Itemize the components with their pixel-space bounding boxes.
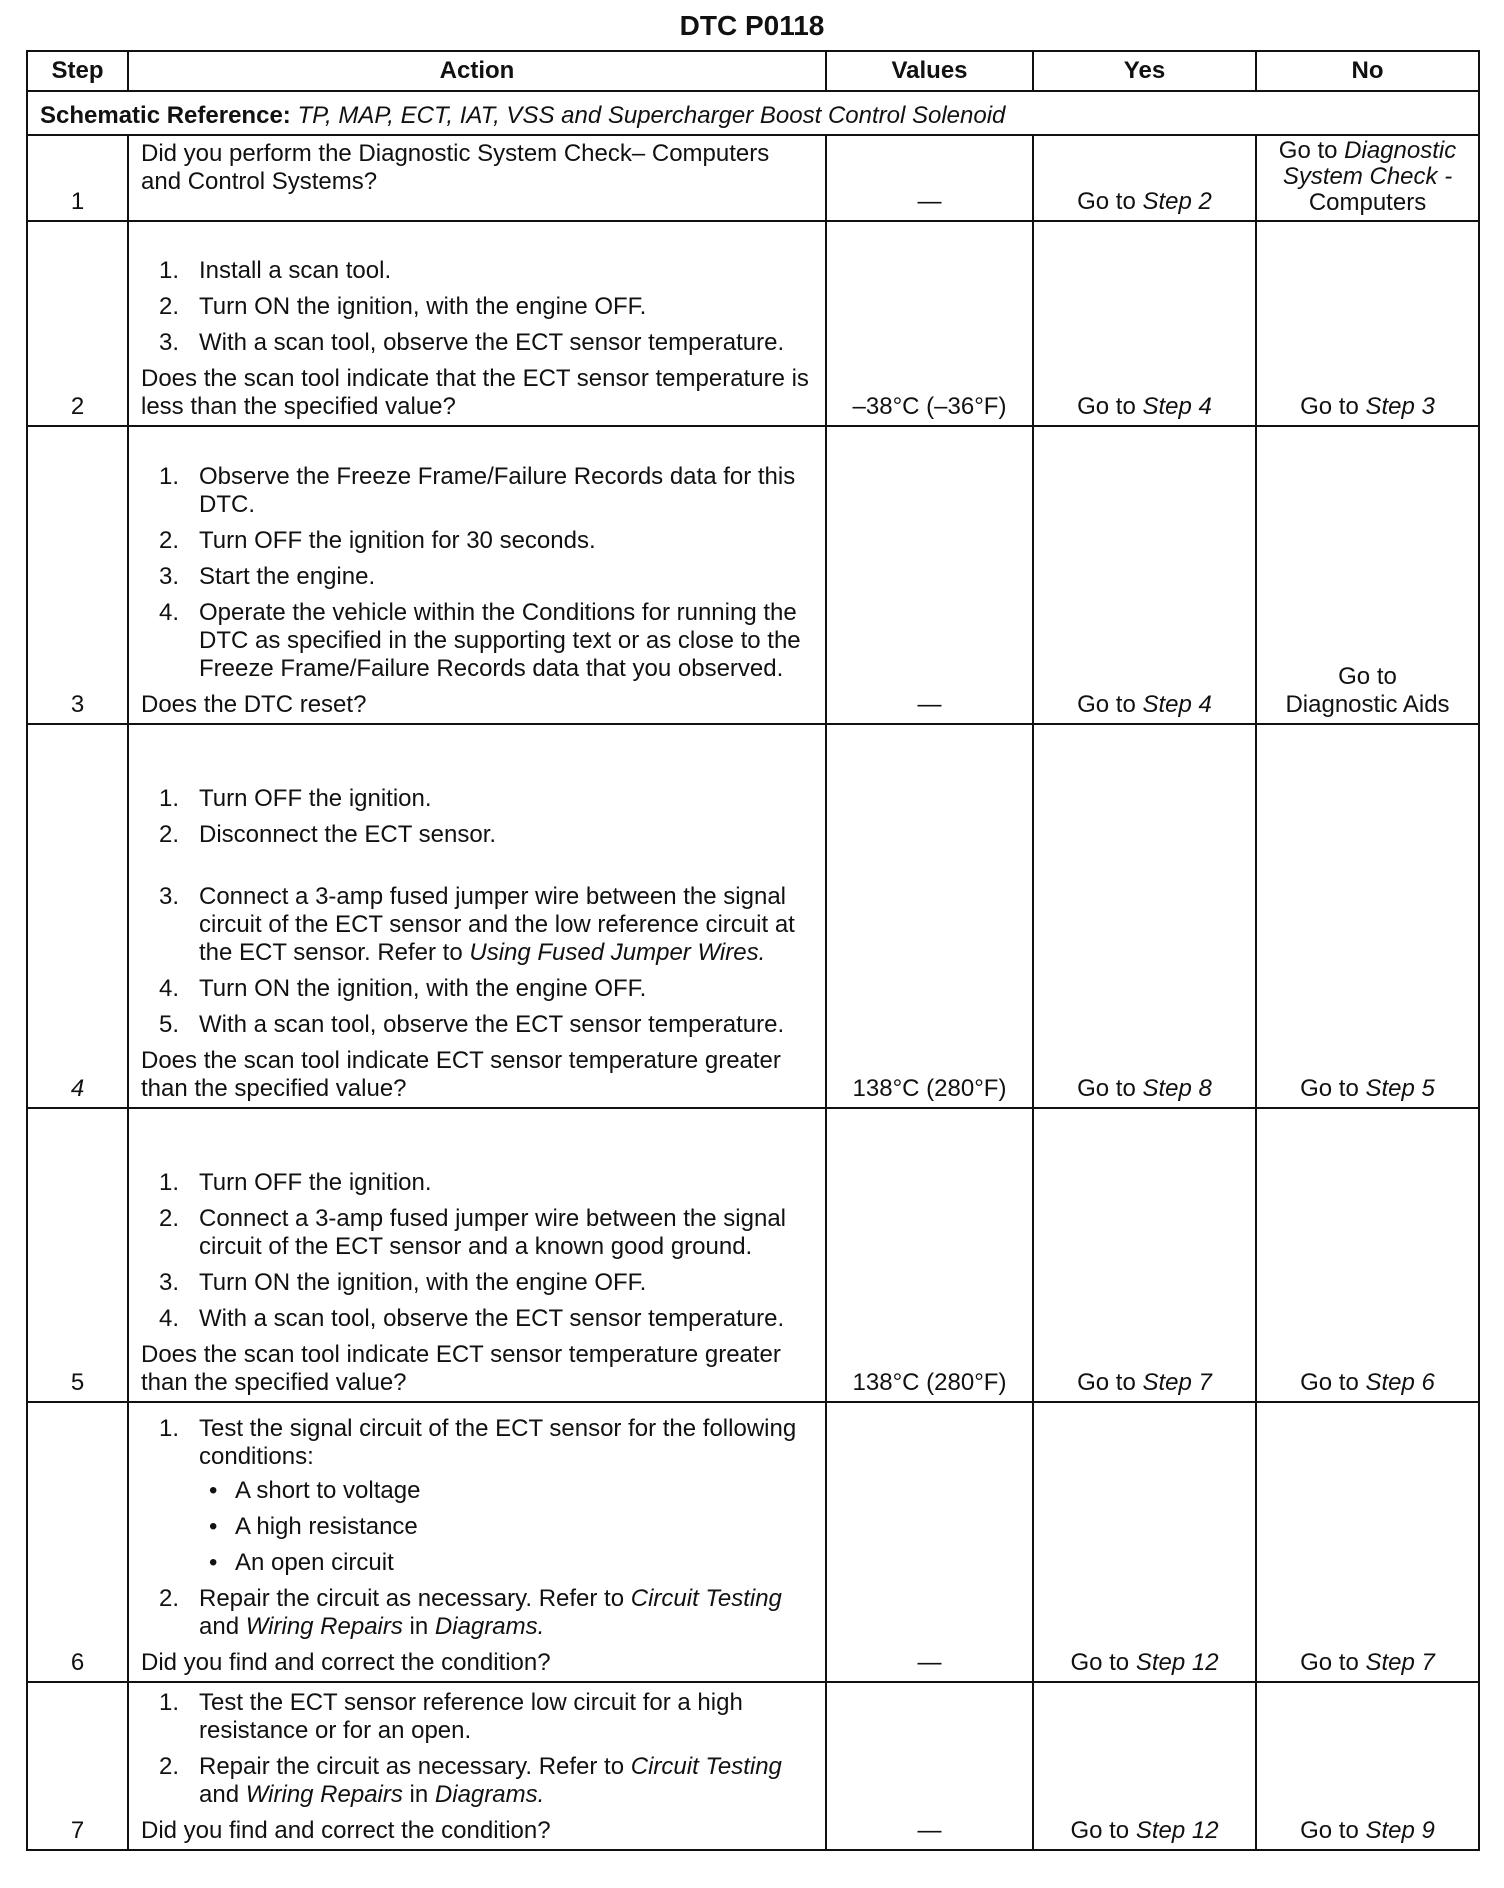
action-question: Does the DTC reset? (141, 691, 367, 718)
condition-list (199, 1477, 813, 1577)
step-text: Disconnect the ECT sensor. (199, 821, 497, 848)
yes-ref: Step 12 (1135, 1817, 1219, 1844)
no-ref: Step 9 (1365, 1817, 1435, 1844)
no-ref: Step 3 (1365, 393, 1435, 420)
step-ref: Circuit Testing (630, 1753, 782, 1780)
action-cell (128, 135, 826, 221)
header-row (27, 51, 1479, 91)
no-cell (1256, 1682, 1479, 1850)
step-index: 2. (159, 1205, 180, 1232)
table-row (27, 221, 1479, 426)
step-index: 1. (159, 1689, 180, 1716)
no-prefix: Go to (1300, 1649, 1366, 1676)
step-text: Connect a 3-amp fused jumper wire between the signal circuit of the ECT sensor and a known good ground. (199, 1205, 786, 1260)
step-text: Turn OFF the ignition for 30 seconds. (199, 527, 596, 554)
yes-prefix: Go to (1077, 188, 1143, 215)
yes-prefix: Go to (1077, 1369, 1143, 1396)
action-step (159, 463, 813, 519)
step-number: 2 (27, 221, 128, 426)
no-cell (1256, 724, 1479, 1108)
action-cell (128, 1682, 826, 1850)
step-index: 3. (159, 329, 180, 356)
header-yes: Yes (1033, 51, 1256, 91)
no-prefix: Go to (1300, 1817, 1366, 1844)
action-steps (141, 1689, 813, 1809)
yes-cell (1033, 1108, 1256, 1402)
values-cell: –38°C (–36°F) (826, 221, 1033, 426)
header-no: No (1256, 51, 1479, 91)
action-step (159, 1305, 813, 1333)
action-steps (141, 463, 813, 683)
condition-text: An open circuit (235, 1549, 394, 1576)
values-cell: — (826, 1402, 1033, 1682)
schematic-label: Schematic Reference: (40, 102, 291, 129)
step-text (199, 1753, 813, 1809)
values-cell: — (826, 426, 1033, 724)
yes-prefix: Go to (1070, 1649, 1136, 1676)
action-step (159, 293, 813, 321)
no-prefix: Go to (1300, 1075, 1366, 1102)
action-step (159, 563, 813, 591)
step-index: 1. (159, 257, 180, 284)
step-text: Turn ON the ignition, with the engine OFF. (199, 293, 647, 320)
no-cell (1256, 426, 1479, 724)
no-ref: Step 5 (1365, 1075, 1435, 1102)
step-number: 3 (27, 426, 128, 724)
action-step (159, 1205, 813, 1261)
step-index: 2. (159, 1753, 180, 1780)
step-text: Install a scan tool. (199, 257, 392, 284)
step-index: 2. (159, 1585, 180, 1612)
yes-prefix: Go to (1077, 691, 1143, 718)
step-text: Turn ON the ignition, with the engine OFF. (199, 1269, 647, 1296)
yes-prefix: Go to (1077, 393, 1143, 420)
action-question: Does the scan tool indicate ECT sensor temperature greater than the specified value? (141, 1341, 781, 1396)
values-cell: — (826, 1682, 1033, 1850)
action-steps (141, 785, 813, 1039)
no-prefix: Go to (1300, 393, 1366, 420)
action-step (159, 257, 813, 285)
yes-cell (1033, 724, 1256, 1108)
no-prefix: Go to (1300, 1369, 1366, 1396)
yes-cell (1033, 135, 1256, 221)
no-ref: Step 6 (1365, 1369, 1435, 1396)
action-question: Does the scan tool indicate that the ECT sensor temperature is less than the specified value? (141, 365, 809, 420)
table-row (27, 426, 1479, 724)
step-index: 1. (159, 463, 180, 490)
action-question: Did you find and correct the condition? (141, 1649, 551, 1676)
action-cell (128, 1402, 826, 1682)
step-ref: Using Fused Jumper Wires. (469, 939, 766, 966)
action-step (159, 599, 813, 683)
yes-cell (1033, 1682, 1256, 1850)
yes-prefix: Go to (1077, 1075, 1143, 1102)
step-text-join: in (402, 1781, 435, 1808)
action-step (159, 1689, 813, 1745)
schematic-text: TP, MAP, ECT, IAT, VSS and Supercharger Boost Control Solenoid (297, 102, 1006, 129)
action-step (159, 1585, 813, 1641)
no-line-2: Diagnostic Aids (1285, 691, 1450, 718)
step-index: 4. (159, 1305, 180, 1332)
yes-ref: Step 12 (1135, 1649, 1219, 1676)
yes-ref: Step 8 (1142, 1075, 1212, 1102)
values-cell: 138°C (280°F) (826, 1108, 1033, 1402)
action-cell (128, 1108, 826, 1402)
step-text: Turn ON the ignition, with the engine OFF. (199, 975, 647, 1002)
table-row (27, 1682, 1479, 1850)
no-cell (1256, 1108, 1479, 1402)
step-number: 5 (27, 1108, 128, 1402)
no-line-1: Go to (1338, 663, 1397, 690)
step-index: 4. (159, 599, 180, 626)
bullet-icon: • (209, 1477, 218, 1504)
yes-ref: Step 2 (1142, 188, 1212, 215)
header-values: Values (826, 51, 1033, 91)
step-text-body: Connect a 3-amp fused jumper wire between the signal circuit of the ECT sensor and the low reference circuit at the ECT sensor. Refer to (199, 883, 795, 966)
values-cell: — (826, 135, 1033, 221)
step-number: 7 (27, 1682, 128, 1850)
yes-cell (1033, 1402, 1256, 1682)
step-index: 1. (159, 785, 180, 812)
step-text: Operate the vehicle within the Conditions for running the DTC as specified in the supporting text or as close to the Freeze Frame/Failure Records data that you observed. (199, 599, 801, 682)
page-title: DTC P0118 (679, 10, 825, 41)
table-row (27, 1402, 1479, 1682)
action-steps (141, 1415, 813, 1641)
step-index: 3. (159, 883, 180, 910)
condition-item (209, 1477, 813, 1505)
step-number: 4 (27, 724, 128, 1108)
no-cell (1256, 1402, 1479, 1682)
step-text-join: in (402, 1613, 435, 1640)
table-row (27, 724, 1479, 1108)
step-text (199, 1585, 813, 1641)
action-step (159, 785, 813, 813)
schematic-reference (27, 91, 1479, 135)
yes-prefix: Go to (1070, 1817, 1136, 1844)
no-ref: Diagnostic System Check - (1282, 137, 1457, 190)
step-text: Start the engine. (199, 563, 376, 590)
condition-item (209, 1549, 813, 1577)
no-prefix: Go to (1278, 137, 1345, 164)
action-steps (141, 257, 813, 357)
action-cell (128, 221, 826, 426)
step-text: With a scan tool, observe the ECT sensor temperature. (199, 1305, 785, 1332)
step-text-body: Repair the circuit as necessary. Refer to (199, 1753, 631, 1780)
step-index: 1. (159, 1169, 180, 1196)
action-cell (128, 724, 826, 1108)
action-step (159, 1415, 813, 1577)
step-text: Test the ECT sensor reference low circuit for a high resistance or for an open. (199, 1689, 743, 1744)
step-text: Turn OFF the ignition. (199, 1169, 432, 1196)
action-step (159, 821, 813, 849)
step-text: Observe the Freeze Frame/Failure Records data for this DTC. (199, 463, 796, 518)
header-step: Step (27, 51, 128, 91)
values-cell: 138°C (280°F) (826, 724, 1033, 1108)
action-question: Did you find and correct the condition? (141, 1817, 551, 1844)
step-ref: Diagrams. (434, 1781, 545, 1808)
step-text-join: and (199, 1781, 246, 1808)
condition-text: A high resistance (235, 1513, 418, 1540)
step-ref: Circuit Testing (630, 1585, 782, 1612)
schematic-row (27, 91, 1479, 135)
table-row (27, 135, 1479, 221)
action-step (159, 1011, 813, 1039)
step-text-body: Repair the circuit as necessary. Refer to (199, 1585, 631, 1612)
step-index: 3. (159, 1269, 180, 1296)
action-step (159, 1753, 813, 1809)
step-number: 6 (27, 1402, 128, 1682)
step-text (199, 1415, 813, 1577)
step-text-body: Test the signal circuit of the ECT sensor for the following conditions: (199, 1415, 797, 1470)
diagnostic-table (26, 50, 1480, 1851)
yes-ref: Step 4 (1142, 691, 1212, 718)
step-index: 2. (159, 821, 180, 848)
header-action: Action (128, 51, 826, 91)
action-step (159, 975, 813, 1003)
table-row (27, 1108, 1479, 1402)
yes-ref: Step 4 (1142, 393, 1212, 420)
step-text-join: and (199, 1613, 246, 1640)
step-index: 1. (159, 1415, 180, 1442)
step-ref: Wiring Repairs (245, 1613, 403, 1640)
action-steps (141, 1169, 813, 1333)
yes-ref: Step 7 (1142, 1369, 1212, 1396)
step-index: 4. (159, 975, 180, 1002)
step-index: 3. (159, 563, 180, 590)
step-index: 2. (159, 527, 180, 554)
condition-text: A short to voltage (235, 1477, 421, 1504)
step-ref: Diagrams. (434, 1613, 545, 1640)
yes-cell (1033, 221, 1256, 426)
action-step (159, 527, 813, 555)
step-index: 2. (159, 293, 180, 320)
no-cell (1256, 135, 1479, 221)
no-cell (1256, 221, 1479, 426)
action-step (159, 883, 813, 967)
step-text: With a scan tool, observe the ECT sensor temperature. (199, 329, 785, 356)
no-suffix: Computers (1308, 189, 1427, 216)
no-ref: Step 7 (1365, 1649, 1435, 1676)
action-cell (128, 426, 826, 724)
bullet-icon: • (209, 1549, 218, 1576)
bullet-icon: • (209, 1513, 218, 1540)
step-text: Turn OFF the ignition. (199, 785, 432, 812)
action-step (159, 1269, 813, 1297)
step-text: With a scan tool, observe the ECT sensor temperature. (199, 1011, 785, 1038)
step-number: 1 (27, 135, 128, 221)
step-index: 5. (159, 1011, 180, 1038)
action-question: Does the scan tool indicate ECT sensor temperature greater than the specified value? (141, 1047, 781, 1102)
action-step (159, 1169, 813, 1197)
action-step (159, 329, 813, 357)
step-ref: Wiring Repairs (245, 1781, 403, 1808)
step-text (199, 883, 813, 967)
condition-item (209, 1513, 813, 1541)
action-question: Did you perform the Diagnostic System Check– Computers and Control Systems? (141, 140, 770, 195)
yes-cell (1033, 426, 1256, 724)
